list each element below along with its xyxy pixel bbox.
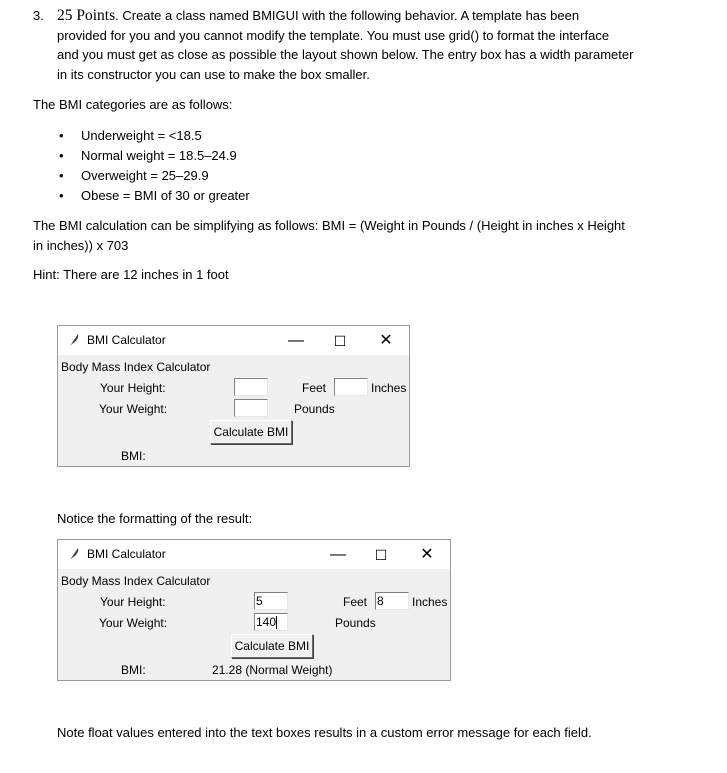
window-title: BMI Calculator <box>87 547 166 561</box>
list-item: • Overweight = 25–29.9 <box>59 168 209 183</box>
question-number: 3. <box>33 8 44 23</box>
inches-label: Inches <box>412 595 448 609</box>
pounds-input[interactable] <box>234 399 268 417</box>
calculate-bmi-button[interactable]: Calculate BMI <box>231 634 313 658</box>
pounds-label: Pounds <box>335 616 376 630</box>
hint-text: Hint: There are 12 inches in 1 foot <box>33 267 229 282</box>
bmi-result: 21.28 (Normal Weight) <box>212 663 333 677</box>
list-item: • Underweight = <18.5 <box>59 128 202 143</box>
note-text: Note float values entered into the text boxes results in a custom error message for each field. <box>57 725 592 740</box>
pounds-label: Pounds <box>294 402 335 416</box>
question-line-1: . Create a class named BMIGUI with the following behavior. A template has been <box>115 8 580 23</box>
inches-label: Inches <box>371 381 407 395</box>
pounds-input[interactable] <box>254 613 288 631</box>
maximize-icon[interactable]: ☐ <box>374 547 388 563</box>
maximize-icon[interactable]: ☐ <box>333 333 347 349</box>
question-text <box>33 6 723 84</box>
bmi-categories-list <box>57 126 250 206</box>
question-line-2: provided for you and you cannot modify the template. You must use grid() to format the interface <box>57 27 610 43</box>
question-line-4: in its constructor you can use to make the box smaller. <box>57 66 370 82</box>
feet-label: Feet <box>302 381 327 395</box>
list-item: • Obese = BMI of 30 or greater <box>59 188 250 203</box>
close-icon[interactable]: ✕ <box>379 332 393 349</box>
calculate-bmi-button[interactable]: Calculate BMI <box>210 420 292 444</box>
calculator-heading: Body Mass Index Calculator <box>61 360 211 374</box>
bmi-window-filled <box>57 539 451 681</box>
inches-input[interactable] <box>334 378 368 396</box>
feet-input[interactable] <box>234 378 268 396</box>
categories-intro: The BMI categories are as follows: <box>33 97 233 112</box>
height-label: Your Height: <box>100 595 166 609</box>
minimize-icon[interactable]: — <box>330 546 346 563</box>
close-icon[interactable]: ✕ <box>420 546 434 563</box>
bmi-window-empty <box>57 325 410 467</box>
bmi-label: BMI: <box>121 449 146 463</box>
bmi-label: BMI: <box>121 663 146 677</box>
height-label: Your Height: <box>100 381 166 395</box>
question-line-3: and you must get as close as possible the layout shown below. The entry box has a width parameter <box>57 47 634 62</box>
minimize-icon[interactable]: — <box>288 332 304 349</box>
weight-label: Your Weight: <box>99 402 168 416</box>
calculator-heading: Body Mass Index Calculator <box>61 574 211 588</box>
weight-label: Your Weight: <box>99 616 168 630</box>
feet-label: Feet <box>343 595 368 609</box>
feet-input[interactable]: 5 <box>254 592 288 610</box>
text-cursor <box>276 616 277 629</box>
window-title: BMI Calculator <box>87 333 166 347</box>
notice-text: Notice the formatting of the result: <box>57 511 253 526</box>
inches-input[interactable]: 8 <box>375 592 409 610</box>
list-item: • Normal weight = 18.5–24.9 <box>59 148 237 163</box>
feather-icon <box>68 333 80 347</box>
title-bar <box>58 540 450 569</box>
feather-icon <box>68 547 80 561</box>
title-bar <box>58 326 409 355</box>
pounds-value: 140 <box>256 615 277 629</box>
question-points: 25 Points <box>57 7 116 24</box>
calculation-text: The BMI calculation can be simplifying as follows: BMI = (Weight in Pounds / (Height in inches x Height in inches)) x 703 <box>33 218 625 253</box>
